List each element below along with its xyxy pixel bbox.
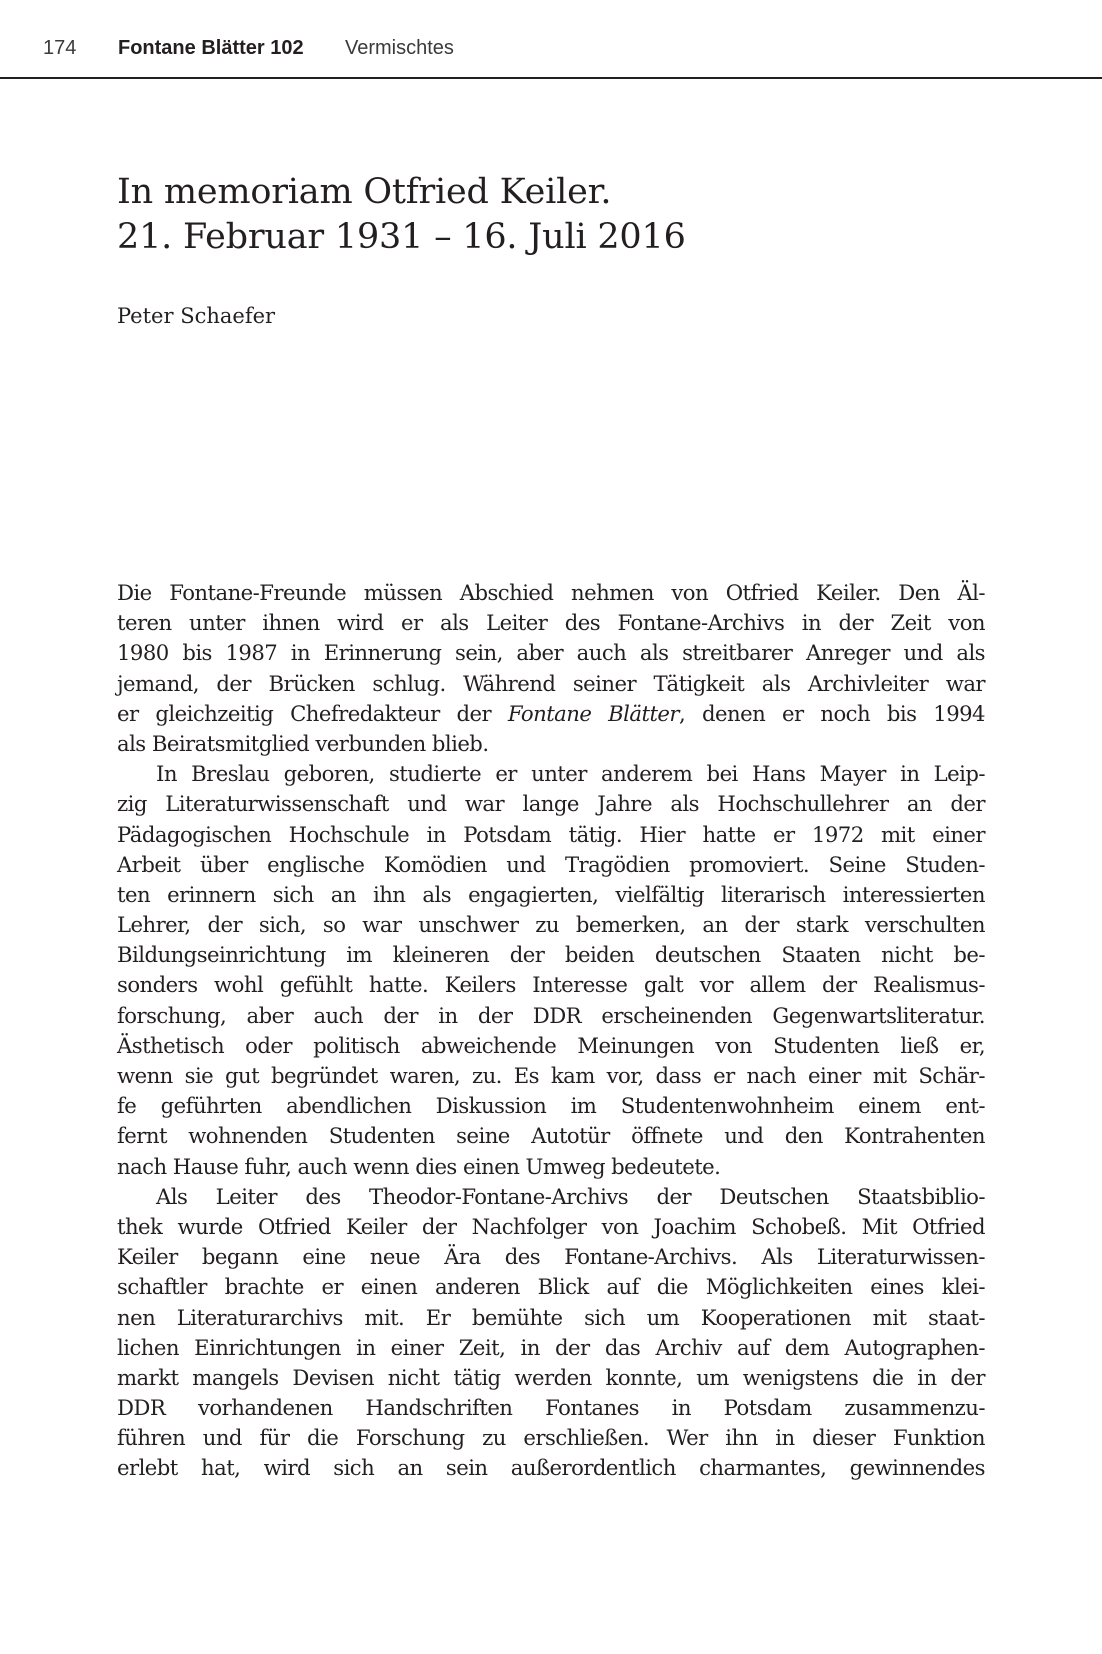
- text-line: markt mangels Devisen nicht tätig werden konnte, um wenigstens die in der: [117, 1364, 985, 1390]
- text-line: Pädagogischen Hochschule in Potsdam tätig. Hier hatte er 1972 mit einer: [117, 821, 985, 847]
- text-line: lichen Einrichtungen in einer Zeit, in der das Archiv auf dem Autographen-: [117, 1334, 985, 1360]
- text-line: erlebt hat, wird sich an sein außerordentlich charmantes, gewinnendes: [117, 1455, 985, 1481]
- text-line: fernt wohnenden Studenten seine Autotür öffnete und den Kontrahenten: [117, 1123, 985, 1149]
- text-line: führen und für die Forschung zu erschließen. Wer ihn in dieser Funktion: [117, 1425, 985, 1451]
- section-name: Vermischtes: [345, 37, 454, 59]
- text-line: Als Leiter des Theodor-Fontane-Archivs der Deutschen Staatsbiblio-: [156, 1183, 985, 1209]
- paragraph: [117, 759, 985, 1182]
- article-title: [117, 170, 686, 260]
- text-line: Lehrer, der sich, so war unschwer zu bemerken, an der stark verschulten: [117, 912, 985, 938]
- text-line: nen Literaturarchivs mit. Er bemühte sich um Kooperationen mit staat-: [117, 1304, 985, 1330]
- paragraph: [117, 1182, 985, 1484]
- text-line: [117, 699, 985, 729]
- text-line: DDR vorhandenen Handschriften Fontanes in Potsdam zusammenzu-: [117, 1395, 985, 1421]
- text-line: fe geführten abendlichen Diskussion im Studentenwohnheim einem ent-: [117, 1093, 985, 1119]
- text-line: forschung, aber auch der in der DDR erscheinenden Gegenwartsliteratur.: [117, 1002, 985, 1028]
- text-line: Arbeit über englische Komödien und Tragödien promoviert. Seine Studen-: [117, 851, 985, 877]
- article-author: Peter Schaefer: [117, 304, 276, 328]
- text-line: thek wurde Otfried Keiler der Nachfolger von Joachim Schobeß. Mit Otfried: [117, 1213, 985, 1239]
- text-line: Ästhetisch oder politisch abweichende Meinungen von Studenten ließ er,: [117, 1032, 985, 1058]
- text-line: 1980 bis 1987 in Erinnerung sein, aber auch als streitbarer Anreger und als: [117, 640, 985, 666]
- text-line: nach Hause fuhr, auch wenn dies einen Umweg bedeutete.: [117, 1153, 721, 1179]
- text-run: , denen er noch bis 1994: [678, 700, 985, 726]
- page-number: 174: [43, 37, 77, 59]
- running-head: [0, 0, 1102, 79]
- text-line: wenn sie gut begründet waren, zu. Es kam vor, dass er nach einer mit Schär-: [117, 1063, 985, 1088]
- text-line: ten erinnern sich an ihn als engagierten, vielfältig literarisch interessierten: [117, 881, 985, 907]
- text-line: In Breslau geboren, studierte er unter anderem bei Hans Mayer in Leip-: [156, 761, 985, 787]
- article-body: [117, 578, 985, 1484]
- text-line: als Beiratsmitglied verbunden blieb.: [117, 730, 489, 756]
- journal-name: Fontane Blätter 102: [118, 37, 304, 59]
- paragraph: [117, 578, 985, 759]
- text-line: teren unter ihnen wird er als Leiter des Fontane-Archivs in der Zeit von: [117, 610, 985, 636]
- text-line: zig Literaturwissenschaft und war lange Jahre als Hochschullehrer an der: [117, 791, 985, 817]
- title-line: In memoriam Otfried Keiler.: [117, 172, 612, 212]
- text-line: schaftler brachte er einen anderen Blick auf die Möglichkeiten eines klei-: [117, 1274, 985, 1300]
- title-dates-line: 21. Februar 1931 – 16. Juli 2016: [117, 217, 686, 257]
- text-line: Bildungseinrichtung im kleineren der beiden deutschen Staaten nicht be-: [117, 942, 985, 968]
- text-line: Keiler begann eine neue Ära des Fontane-Archivs. Als Literaturwissen-: [117, 1244, 985, 1270]
- text-run: er gleichzeitig Chefredakteur der: [117, 700, 508, 726]
- text-line: sonders wohl gefühlt hatte. Keilers Interesse galt vor allem der Realismus-: [117, 972, 985, 998]
- text-line: jemand, der Brücken schlug. Während seiner Tätigkeit als Archivleiter war: [117, 670, 985, 696]
- text-line: Die Fontane-Freunde müssen Abschied nehmen von Otfried Keiler. Den Äl-: [117, 580, 985, 605]
- journal-title-italic: Fontane Blätter: [507, 700, 679, 726]
